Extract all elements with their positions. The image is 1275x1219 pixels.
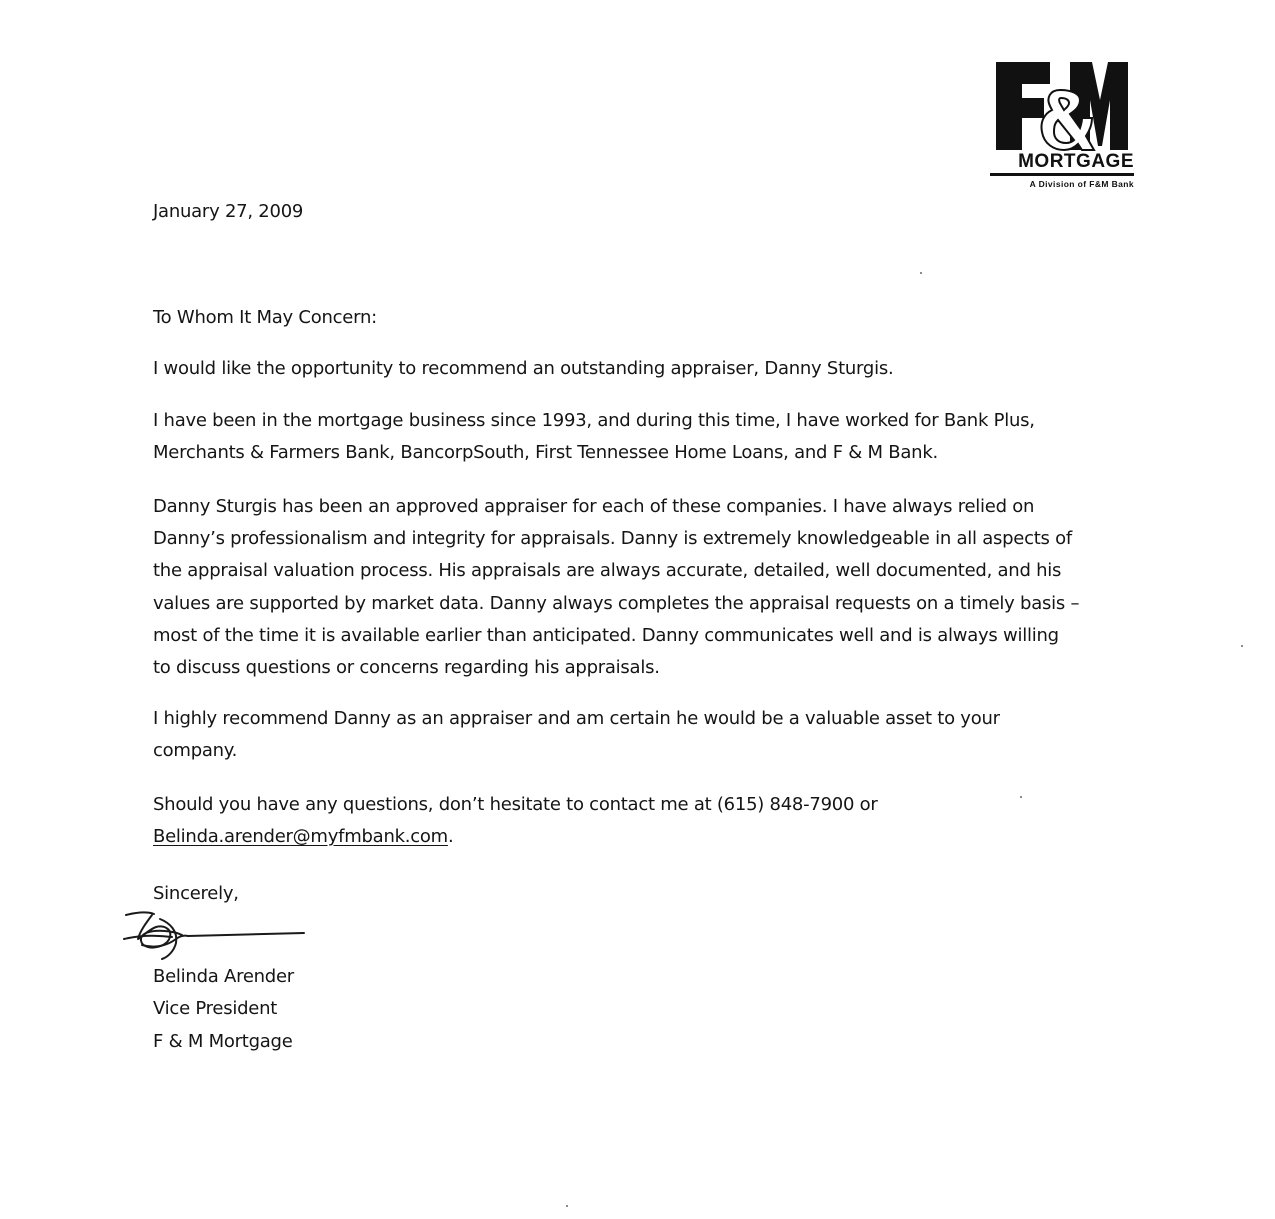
paragraph-line: Danny’s professionalism and integrity for appraisals. Danny is extremely knowledgeable in all aspects of [153, 528, 1073, 550]
salutation: To Whom It May Concern: [153, 307, 377, 328]
signer-name: Belinda Arender [153, 966, 294, 987]
paragraph-experience [153, 405, 1143, 469]
paragraph-recommendation [153, 491, 1143, 684]
company-logo [978, 58, 1138, 198]
paragraph-endorsement [153, 703, 1143, 767]
contact-line: Should you have any questions, don’t hesitate to contact me at (615) 848-7900 or [153, 794, 878, 815]
logo-mortgage-word: MORTGAGE [990, 152, 1134, 176]
paragraph-line: most of the time it is available earlier than anticipated. Danny communicates well and is always willing [153, 624, 1059, 646]
email-suffix: . [447, 826, 454, 848]
fm-logo-mark [994, 60, 1130, 152]
paragraph-line: I would like the opportunity to recommend an outstanding appraiser, Danny Sturgis. [153, 358, 894, 379]
paragraph-intro [153, 353, 1143, 385]
contact-email-line [153, 821, 1143, 853]
paragraph-line: the appraisal valuation process. His appraisals are always accurate, detailed, well documented, and his [153, 560, 1062, 582]
scan-speck [920, 272, 922, 274]
paragraph-line: Merchants & Farmers Bank, BancorpSouth, First Tennessee Home Loans, and F & M Bank. [153, 442, 938, 464]
scan-speck [1020, 796, 1022, 798]
email-link[interactable]: Belinda.arender@myfmbank.com [153, 826, 448, 848]
scan-speck [1241, 645, 1243, 647]
paragraph-line: company. [153, 740, 238, 762]
scan-speck [566, 1205, 568, 1207]
paragraph-line: I have been in the mortgage business since 1993, and during this time, I have worked for Bank Plus, [153, 410, 1035, 431]
paragraph-contact [153, 789, 1143, 853]
paragraph-line: to discuss questions or concerns regarding his appraisals. [153, 657, 660, 679]
closing: Sincerely, [153, 883, 239, 904]
signer-company: F & M Mortgage [153, 1031, 293, 1052]
letter-date: January 27, 2009 [153, 201, 304, 222]
handwritten-signature [116, 905, 312, 963]
signer-title: Vice President [153, 998, 278, 1019]
logo-subtitle: A Division of F&M Bank [1029, 179, 1134, 189]
paragraph-line: values are supported by market data. Danny always completes the appraisal requests on a timely basis – [153, 592, 1080, 614]
paragraph-line: Danny Sturgis has been an approved appraiser for each of these companies. I have always relied on [153, 496, 1035, 517]
paragraph-line: I highly recommend Danny as an appraiser and am certain he would be a valuable asset to your [153, 708, 1000, 729]
logo-letter-f [996, 62, 1050, 150]
